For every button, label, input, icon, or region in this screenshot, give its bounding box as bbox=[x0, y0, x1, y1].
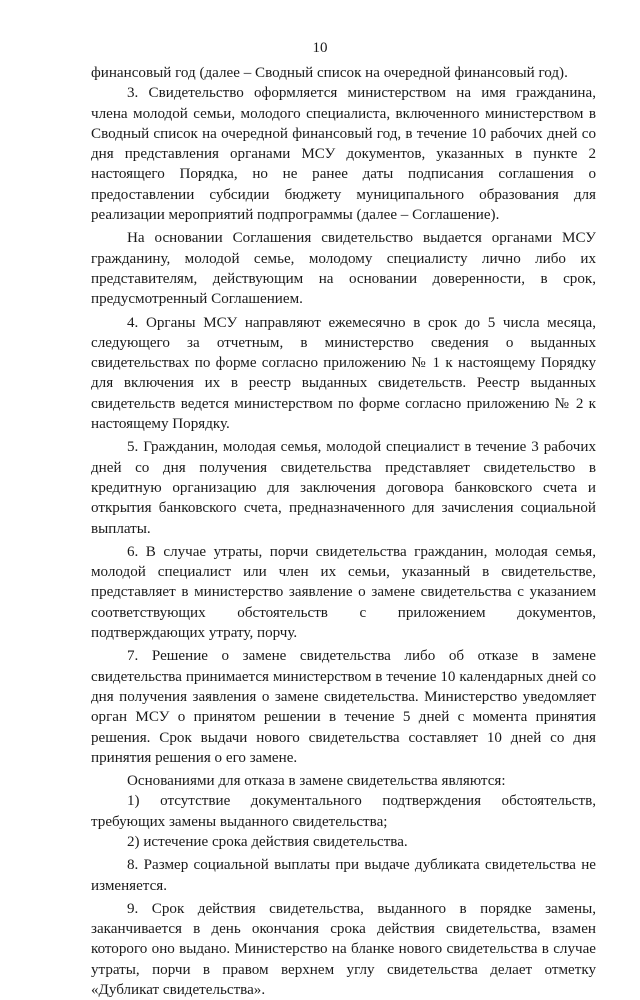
paragraph-item-6: 6. В случае утраты, порчи свидетельства гражданин, молодая семья, молодой специалист или член их семьи, указанный в свидетельстве, представляет в министерство заявление о замене свидетельства с указанием соответствующих обстоятельств с приложением документов, подтверждающих утрату, порчу. bbox=[91, 543, 596, 642]
paragraph-agreement: На основании Соглашения свидетельство выдается органами МСУ гражданину, молодой семье, молодому специалисту лично либо их представителям, действующим на основании доверенности, в срок, предусмотренный Соглашением. bbox=[91, 230, 596, 308]
paragraph-item-8: 8. Размер социальной выплаты при выдаче дубликата свидетельства не изменяется. bbox=[91, 857, 596, 894]
paragraph-item-5: 5. Гражданин, молодая семья, молодой специалист в течение 3 рабочих дней со дня получения свидетельства представляет свидетельство в кредитную организацию для заключения договора банковского счета и открытия банковского счета, предназначенного для зачисления социальной выплаты. bbox=[91, 439, 596, 537]
paragraph-refusal-grounds: Основаниями для отказа в замене свидетельства являются: bbox=[127, 773, 506, 790]
paragraph-ground-1: 1) отсутствие документального подтверждения обстоятельств, требующих замены выданного свидетельства; bbox=[91, 793, 596, 830]
paragraph-item-4: 4. Органы МСУ направляют ежемесячно в срок до 5 числа месяца, следующего за отчетным, в министерство сведения о выданных свидетельствах по форме согласно приложению № 1 к настоящему Порядку для включения их в реестр выданных свидетельств. Реестр выданных свидетельств ведется министерством по форме согласно приложению № 2 к настоящему Порядку. bbox=[91, 314, 596, 433]
paragraph-continuation: финансовый год (далее – Сводный список на очередной финансовый год). bbox=[91, 65, 568, 81]
page-number: 10 bbox=[312, 40, 328, 56]
paragraph-item-3: 3. Свидетельство оформляется министерством на имя гражданина, члена молодой семьи, молодого специалиста, включенного министерством в Сводный список на очередной финансовый год, в течение 10 рабочих дней со дня представления органами МСУ документов, указанных в пункте 2 настоящего Порядка, но не ранее даты подписания соглашения о предоставлении субсидии бюджету муниципального образования для реализации мероприятий подпрограммы (далее – Соглашение). bbox=[91, 85, 596, 224]
paragraph-item-9: 9. Срок действия свидетельства, выданного в порядке замены, заканчивается в день окончания срока действия свидетельства, взамен которого оно выдано. Министерство на бланке нового свидетельства в случае утраты, порчи в правом верхнем углу свидетельства делает отметку «Дубликат свидетельства». bbox=[91, 900, 596, 999]
paragraph-item-7: 7. Решение о замене свидетельства либо об отказе в замене свидетельства принимается министерством в течение 10 календарных дней со дня получения заявления о замене свидетельства. Министерство уведомляет орган МСУ о принятом решении в течение 5 дней с момента принятия решения. Срок выдачи нового свидетельства составляет 10 дней со дня принятия решения о его замене. bbox=[91, 648, 596, 766]
paragraph-ground-2: 2) истечение срока действия свидетельства. bbox=[127, 833, 408, 850]
document-body bbox=[91, 63, 596, 1000]
